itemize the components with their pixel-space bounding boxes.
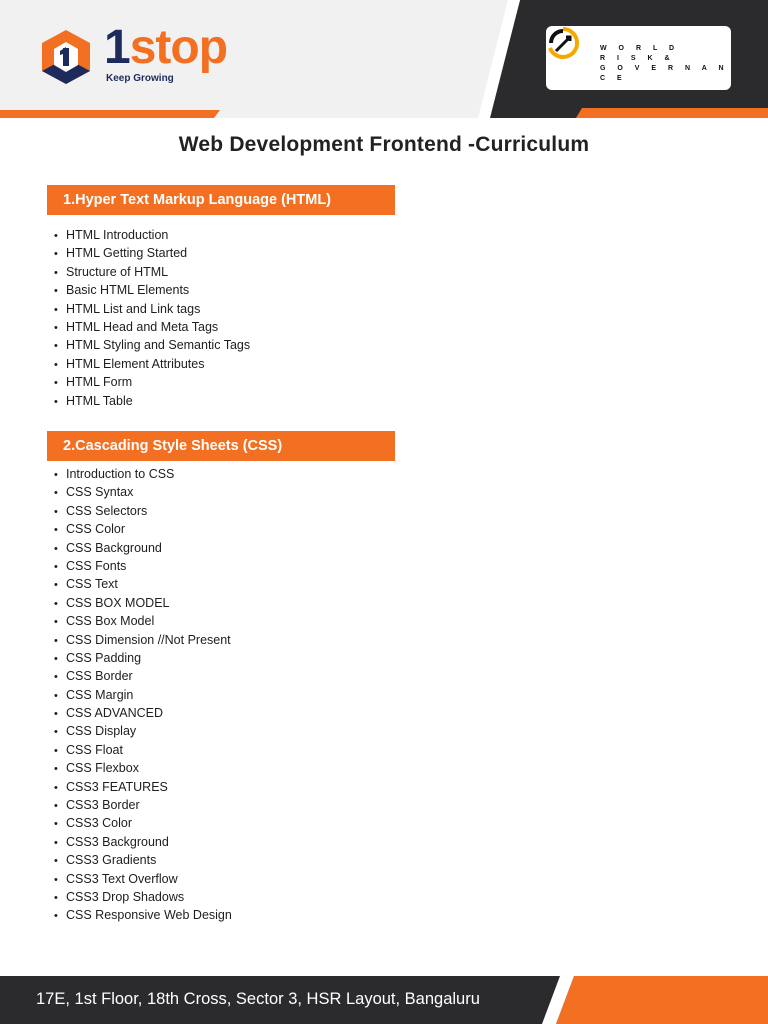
hexagon-logo-icon <box>38 28 94 86</box>
list-item-label: Introduction to CSS <box>66 467 175 481</box>
bullet-icon: • <box>54 744 58 757</box>
list-item-label: CSS BOX MODEL <box>66 595 170 610</box>
list-item <box>54 667 232 685</box>
list-item <box>54 612 232 630</box>
list-item <box>54 888 232 906</box>
bullet-icon: • <box>54 891 58 904</box>
list-item-label: CSS Background <box>66 540 162 555</box>
logo-tagline: Keep Growing <box>106 73 174 84</box>
bullet-icon: • <box>54 726 58 739</box>
list-item-label: CSS Margin <box>66 687 134 702</box>
document-title: Web Development Frontend -Curriculum <box>178 133 590 156</box>
list-item <box>54 336 250 354</box>
list-item-label: HTML List and Link tags <box>66 301 201 316</box>
list-item <box>54 300 250 318</box>
list-item <box>54 851 232 869</box>
partner-logo-text <box>600 44 731 84</box>
bullet-icon: • <box>54 652 58 665</box>
page-footer <box>0 976 768 1024</box>
bullet-icon: • <box>54 597 58 610</box>
list-item <box>54 483 232 501</box>
bullet-icon: • <box>54 505 58 518</box>
bullet-icon: • <box>54 708 58 721</box>
list-item-label: HTML Introduction <box>66 228 169 242</box>
list-item-label: CSS3 Color <box>66 816 132 831</box>
list-item <box>54 778 232 796</box>
list-item <box>54 373 250 391</box>
list-item <box>54 226 250 244</box>
section-heading-css: 2.Cascading Style Sheets (CSS) <box>47 431 395 461</box>
list-item <box>54 649 232 667</box>
list-item-label: CSS3 Drop Shadows <box>66 889 185 904</box>
list-item <box>54 520 232 538</box>
list-item <box>54 722 232 740</box>
partner-logo-card <box>546 26 731 90</box>
bullet-icon: • <box>54 340 58 353</box>
bullet-icon: • <box>54 689 58 702</box>
onestop-logo <box>38 21 238 88</box>
list-item-label: CSS Padding <box>66 650 142 665</box>
bullet-icon: • <box>54 358 58 371</box>
list-item-label: CSS Responsive Web Design <box>66 908 232 923</box>
list-item-label: HTML Element Attributes <box>66 356 205 371</box>
partner-logo-line: R I S K & <box>600 55 675 62</box>
list-item <box>54 392 250 410</box>
bullet-icon: • <box>54 230 58 242</box>
bullet-icon: • <box>54 671 58 684</box>
list-item-label: CSS Selectors <box>66 503 148 518</box>
list-item-label: CSS Text <box>66 577 118 592</box>
bullet-icon: • <box>54 395 58 408</box>
list-item <box>54 704 232 722</box>
list-item-label: Structure of HTML <box>66 264 169 279</box>
list-item-label: CSS Fonts <box>66 558 127 573</box>
list-item <box>54 502 232 520</box>
section-heading-html: 1.Hyper Text Markup Language (HTML) <box>47 185 395 215</box>
bullet-icon: • <box>54 321 58 334</box>
bullet-icon: • <box>54 542 58 555</box>
bullet-icon: • <box>54 818 58 831</box>
footer-address: 17E, 1st Floor, 18th Cross, Sector 3, HSR Layout, Bangaluru <box>36 990 480 1008</box>
bullet-icon: • <box>54 781 58 794</box>
list-item <box>54 465 232 483</box>
page-header <box>0 0 768 118</box>
list-item-label: CSS Box Model <box>66 614 155 629</box>
bullet-icon: • <box>54 469 58 481</box>
bullet-icon: • <box>54 836 58 849</box>
list-item <box>54 539 232 557</box>
list-item-label: CSS Color <box>66 522 126 537</box>
list-item-label: CSS3 Gradients <box>66 853 157 868</box>
bullet-icon: • <box>54 377 58 390</box>
list-item <box>54 833 232 851</box>
bullet-icon: • <box>54 248 58 261</box>
list-item <box>54 318 250 336</box>
list-item-label: CSS Border <box>66 669 133 684</box>
list-item <box>54 870 232 888</box>
list-item-label: CSS Display <box>66 724 137 739</box>
list-item <box>54 355 250 373</box>
bullet-icon: • <box>54 266 58 279</box>
bullet-icon: • <box>54 560 58 573</box>
bullet-icon: • <box>54 855 58 868</box>
partner-logo-line: W O R L D <box>600 45 680 52</box>
bullet-icon: • <box>54 873 58 886</box>
list-item <box>54 814 232 832</box>
list-item-label: HTML Head and Meta Tags <box>66 319 219 334</box>
list-item-label: HTML Table <box>66 393 133 408</box>
list-item <box>54 741 232 759</box>
bullet-icon: • <box>54 634 58 647</box>
list-item <box>54 631 232 649</box>
list-item-label: CSS3 FEATURES <box>66 779 168 794</box>
list-item-label: CSS Dimension //Not Present <box>66 632 231 647</box>
list-item-label: CSS3 Text Overflow <box>66 871 178 886</box>
list-item-label: CSS Flexbox <box>66 761 139 776</box>
list-item-label: CSS ADVANCED <box>66 706 164 721</box>
list-item-label: CSS Syntax <box>66 485 134 500</box>
list-item <box>54 906 232 924</box>
bullet-icon: • <box>54 910 58 923</box>
list-item-label: HTML Getting Started <box>66 246 188 261</box>
bullet-icon: • <box>54 579 58 592</box>
list-item-label: HTML Form <box>66 375 133 390</box>
bullet-icon: • <box>54 800 58 813</box>
world-risk-governance-icon <box>546 26 580 60</box>
list-item-label: CSS3 Border <box>66 798 140 813</box>
list-item <box>54 281 250 299</box>
list-item-label: CSS Float <box>66 742 123 757</box>
logo-wordmark: 1stop <box>104 21 228 74</box>
bullet-icon: • <box>54 285 58 298</box>
list-item-label: Basic HTML Elements <box>66 283 190 298</box>
bullet-icon: • <box>54 616 58 629</box>
list-item <box>54 686 232 704</box>
bullet-icon: • <box>54 487 58 500</box>
list-item <box>54 557 232 575</box>
partner-logo-line: G O V E R N A N C E <box>600 65 729 82</box>
css-topic-list <box>54 465 232 925</box>
list-item-label: HTML Styling and Semantic Tags <box>66 338 251 353</box>
list-item-label: CSS3 Background <box>66 834 169 849</box>
list-item <box>54 759 232 777</box>
list-item <box>54 796 232 814</box>
bullet-icon: • <box>54 763 58 776</box>
list-item <box>54 263 250 281</box>
list-item <box>54 594 232 612</box>
html-topic-list <box>54 226 250 410</box>
list-item <box>54 575 232 593</box>
list-item <box>54 244 250 262</box>
bullet-icon: • <box>54 524 58 537</box>
bullet-icon: • <box>54 303 58 316</box>
